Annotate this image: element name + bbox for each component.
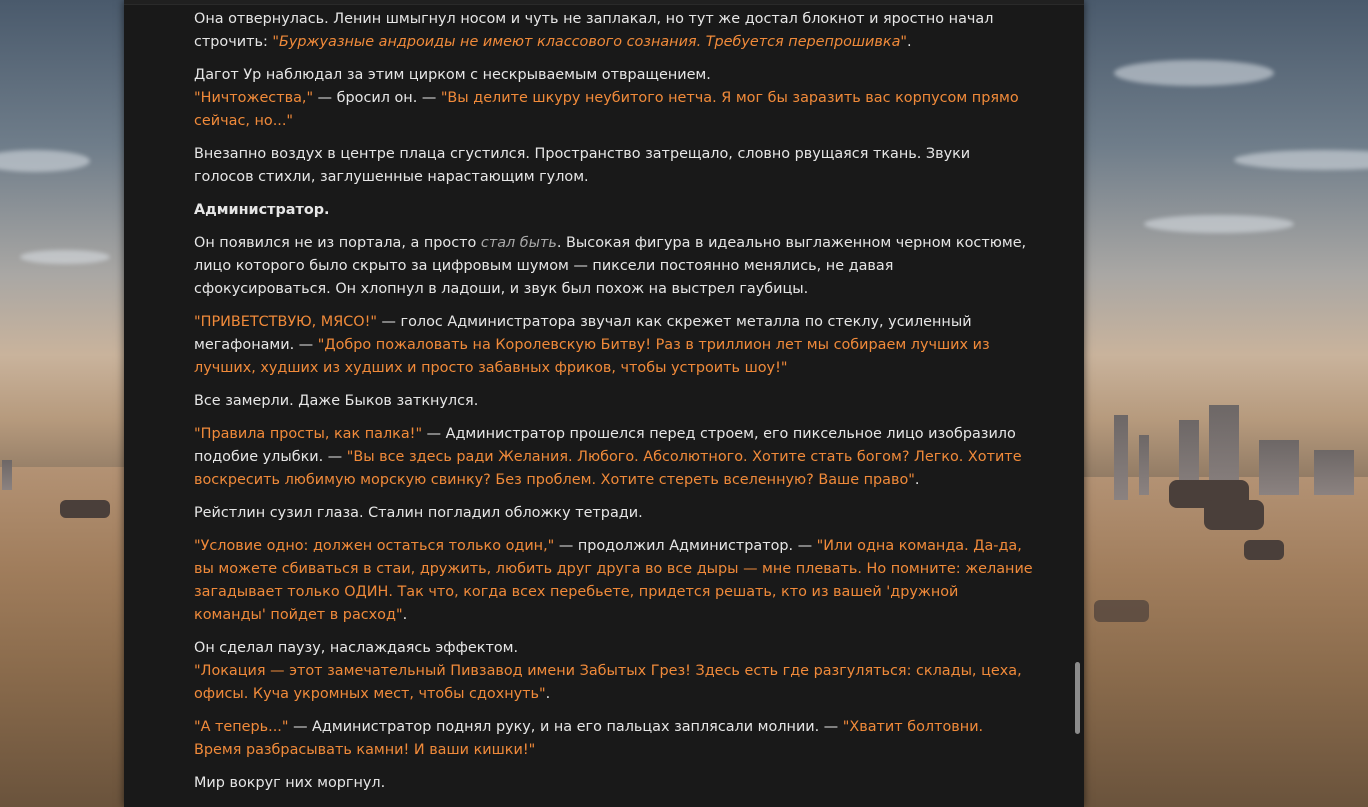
scrollbar[interactable] xyxy=(1073,0,1081,807)
paragraph: Рейстлин сузил глаза. Сталин погладил обложку тетради. xyxy=(194,505,643,521)
reader-panel xyxy=(124,0,1084,807)
dialogue-text: "Вы все здесь ради Желания. Любого. Абсолютного. Хотите стать богом? Легко. Хотите воскресить любимую морскую свинку? Без проблем. Хотите стереть вселенную? Ваше право" xyxy=(194,449,1022,488)
narration-text: — Администратор прошелся перед строем, его пиксельное лицо изобразило подобие улыбки. — xyxy=(194,426,1016,465)
dialogue-text: "Хватит болтовни. Время разбрасывать камни! И ваши кишки!" xyxy=(194,719,984,758)
dialogue-text: "Или одна команда. Да-да, вы можете сбиваться в стаи, дружить, любить друг друга во все дыры — мне плевать. Но помните: желание загадывает только ОДИН. Так что, когда всех перебьете, придется решать, кто из вашей 'дружной команды' пойдет в расход" xyxy=(194,538,1033,623)
paragraph xyxy=(194,716,1034,762)
dialogue-text: "Буржуазные андроиды не имеют классового сознания. Требуется перепрошивка" xyxy=(272,34,908,50)
narration-text: Он сделал паузу, наслаждаясь эффектом. xyxy=(194,640,519,656)
narration-text: Он появился не из портала, а просто xyxy=(194,235,481,251)
paragraph: Внезапно воздух в центре плаца сгустился. Пространство затрещало, словно рвущаяся ткань. Звуки голосов стихли, заглушенные нарастающим гулом. xyxy=(194,146,971,185)
narration-text: — продолжил Администратор. — xyxy=(554,538,817,554)
narration-text: . xyxy=(907,34,912,50)
speaker-heading: Администратор. xyxy=(194,202,330,218)
dialogue-text: "Правила просты, как палка!" xyxy=(194,426,423,442)
paragraph xyxy=(194,423,1034,492)
paragraph xyxy=(194,311,1034,380)
paragraph xyxy=(194,8,1034,54)
paragraph xyxy=(194,637,1034,706)
background-landscape-left xyxy=(0,0,124,807)
narration-text: . xyxy=(402,607,408,623)
narration-text: . Высокая фигура в идеально выглаженном черном костюме, лицо которого было скрыто за цифровым шумом — пиксели постоянно менялись, не давая сфокусироваться. Он хлопнул в ладоши, и звук был похож на выстрел гаубицы. xyxy=(194,235,1027,297)
narration-text: — бросил он. — xyxy=(313,90,441,106)
paragraph: Все замерли. Даже Быков заткнулся. xyxy=(194,393,479,409)
dialogue-text: "А теперь..." xyxy=(194,719,289,735)
dialogue-text: "Локация — этот замечательный Пивзавод имени Забытых Грез! Здесь есть где разгуляться: склады, цеха, офисы. Куча укромных мест, чтобы сдохнуть" xyxy=(194,663,1022,702)
narration-text: Она отвернулась. Ленин шмыгнул носом и чуть не заплакал, но тут же достал блокнот и яростно начал строчить: xyxy=(194,11,994,50)
narration-text: . xyxy=(545,686,551,702)
paragraph xyxy=(194,232,1034,301)
narration-text: Дагот Ур наблюдал за этим цирком с нескрываемым отвращением. xyxy=(194,67,711,83)
dialogue-text: "Добро пожаловать на Королевскую Битву! Раз в триллион лет мы собираем лучших из лучших, худших из худших и просто забавных фриков, чтобы устроить шоу!" xyxy=(194,337,990,376)
dialogue-text: "Условие одно: должен остаться только один," xyxy=(194,538,555,554)
chapter-text xyxy=(194,8,1034,805)
dialogue-text: "Вы делите шкуру неубитого нетча. Я мог бы заразить вас корпусом прямо сейчас, но..." xyxy=(194,90,1019,129)
paragraph xyxy=(194,535,1034,627)
dialogue-text: "ПРИВЕТСТВУЮ, МЯСО!" xyxy=(194,314,377,330)
narration-text: — Администратор поднял руку, и на его пальцах заплясали молнии. — xyxy=(288,719,843,735)
scrollbar-thumb[interactable] xyxy=(1075,662,1080,734)
paragraph: Мир вокруг них моргнул. xyxy=(194,775,386,791)
narration-text: . xyxy=(914,472,920,488)
background-landscape-right xyxy=(1084,0,1368,807)
dialogue-text: "Ничтожества," xyxy=(194,90,314,106)
paragraph xyxy=(194,64,1034,133)
narration-text: — голос Администратора звучал как скрежет металла по стеклу, усиленный мегафонами. — xyxy=(194,314,972,353)
emphasis-text: стал быть xyxy=(480,235,557,251)
top-bar xyxy=(124,0,1084,5)
